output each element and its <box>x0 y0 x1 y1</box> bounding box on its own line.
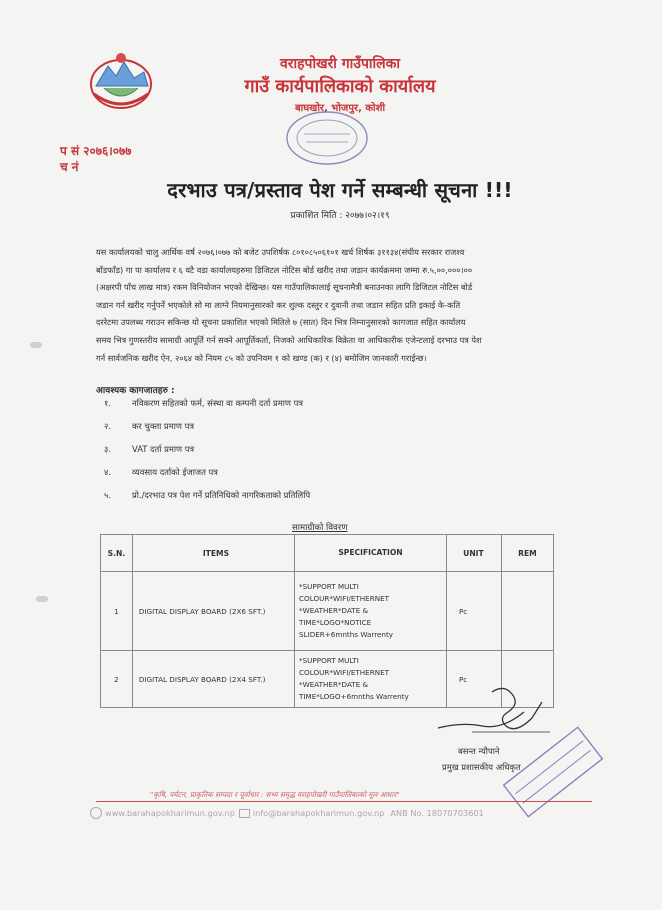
office-name: गाउँ कार्यपालिकाको कार्यालय <box>244 76 436 97</box>
table-row <box>101 572 554 651</box>
cell-unit: Pc <box>446 572 501 651</box>
body-line: जडान गर्न खरीद गर्नुपर्ने भएकोले सो मा लाग्ने नियमानुसारको कर शुल्क दस्तुर र दुवानी तथा जडान सहित प्रति इकाई के-कति <box>96 299 461 310</box>
body-line: (अक्षरपी पाँच लाख मात्र) रकम विनियोजन भएको देखिन्छ। यस गाउँपालिकालाई सूचनामैत्री बनाउनका लागि डिजिटल नोटिस बोर्ड <box>96 282 473 293</box>
body-line: बाँडफाँड) गा पा कार्यालय र ६ वटै वडा कार्यालयहरुमा डिजिटल नोटिस बोर्ड खरीद तथा जडान कार्यक्रममा जम्मा रु.५,००,०००।०० <box>96 264 473 275</box>
received-stamp-icon <box>282 108 372 170</box>
body-line: गर्न सार्वजनिक खरीद ऐन, २०६४ को नियम ८५ को उपनियम १ को खण्ड (क) र (४) बमोजिम जानकारी गराईन्छ। <box>96 352 427 363</box>
header-rem: REM <box>501 535 553 572</box>
signatory-title: प्रमुख प्रशासकीय अधिकृत <box>442 762 521 772</box>
phone-number: ANB No. 18070703601 <box>390 808 484 818</box>
municipality-name: वराहपोखरी गाउँपालिका <box>279 56 401 72</box>
cell-sn: 2 <box>101 651 133 708</box>
table-caption: सामाग्रीको विवरण <box>292 523 348 533</box>
list-item: ३. VAT दर्ता प्रमाण पत्र <box>104 444 195 454</box>
globe-icon <box>90 807 102 819</box>
list-item: ४. व्यवसाय दर्ताको ईजाजत पत्र <box>104 467 218 477</box>
cell-specification: *SUPPORT MULTI COLOUR*WIFI/ETHERNET *WEATHER*DATE & TIME*LOGO+6mnths Warrenty <box>295 651 447 708</box>
punch-hole <box>36 596 48 602</box>
body-line: समय भित्र गुणस्तरीय सामाग्री आपूर्ति गर्न सक्ने आपूर्तिकर्ता, निजको आधिकारिक विक्रेता वा आधिकारीक एजेन्टलाई दरभाउ पत्र पेश <box>96 334 482 345</box>
header-unit: UNIT <box>446 535 501 572</box>
requirements-heading: आवश्यक कागजातहरु : <box>96 386 175 396</box>
published-date: प्रकाशित मिति : २०७७।०२।१९ <box>290 211 390 221</box>
header-items: ITEMS <box>132 535 294 572</box>
email-link[interactable]: info@barahapokharimun.gov.np <box>252 808 385 818</box>
punch-hole <box>30 342 42 348</box>
reference-number: प सं २०७६।०७७ <box>60 144 132 158</box>
cell-unit: Pc <box>446 651 501 708</box>
cell-rem <box>501 572 553 651</box>
body-line: यस कार्यालयको चालु आर्थिक वर्ष २०७६।०७७ को बजेट उपशिर्षक ८०१०८५०६१०१ खर्च शिर्षक ३११३४(संघीय सरकार राजश्व <box>96 247 465 257</box>
notice-title: दरभाउ पत्र/प्रस्ताव पेश गर्ने सम्बन्धी सूचना !!! <box>167 178 513 202</box>
office-address: बाघखोर, भोजपुर, कोशी <box>294 103 386 114</box>
website-link[interactable]: www.barahapokharimun.gov.np <box>105 808 235 818</box>
list-item: १. नविकरण सहितको फर्म, संस्था वा कम्पनी दर्ता प्रमाण पत्र <box>104 398 304 408</box>
dispatch-number: च नं <box>60 160 79 174</box>
cell-sn: 1 <box>101 572 133 651</box>
signatory-name: बसन्त न्यौपाने <box>458 746 500 756</box>
header-sn: S.N. <box>101 535 133 572</box>
cell-specification: *SUPPORT MULTI COLOUR*WIFI/ETHERNET *WEATHER*DATE & TIME*LOGO*NOTICE SLIDER+6mnths Warrenty <box>295 572 447 651</box>
nepal-emblem-icon <box>86 48 156 110</box>
cell-item: DIGITAL DISPLAY BOARD (2X4 SFT.) <box>132 651 294 708</box>
municipality-motto: "कृषि, पर्यटन, प्राकृतिक सम्पदा र पूर्वाधार : सभ्य समृद्ध वराहपोखरी गाउँपालिकाको मूल आधार" <box>150 790 400 799</box>
list-item: २. कर चुक्ता प्रमाण पत्र <box>104 421 194 431</box>
footer-divider <box>96 801 592 802</box>
header-specification: SPECIFICATION <box>295 535 447 572</box>
mail-icon <box>239 809 250 818</box>
notice-body <box>96 244 574 367</box>
requirements-list <box>104 398 310 513</box>
table-header-row <box>101 535 554 572</box>
footer-contact <box>90 806 590 820</box>
cell-item: DIGITAL DISPLAY BOARD (2X6 SFT.) <box>132 572 294 651</box>
list-item: ५. प्रो./दरभाउ पत्र पेश गर्ने प्रतिनिधिको नागरिकताको प्रतिलिपि <box>104 490 311 500</box>
body-line: दररेटमा उपलब्ध गराउन सकिन्छ यो सूचना प्रकाशित भएको मितिले ७ (सात) दिन भित्र निम्नानुसारको कागजात सहित कार्यालय <box>96 317 466 328</box>
